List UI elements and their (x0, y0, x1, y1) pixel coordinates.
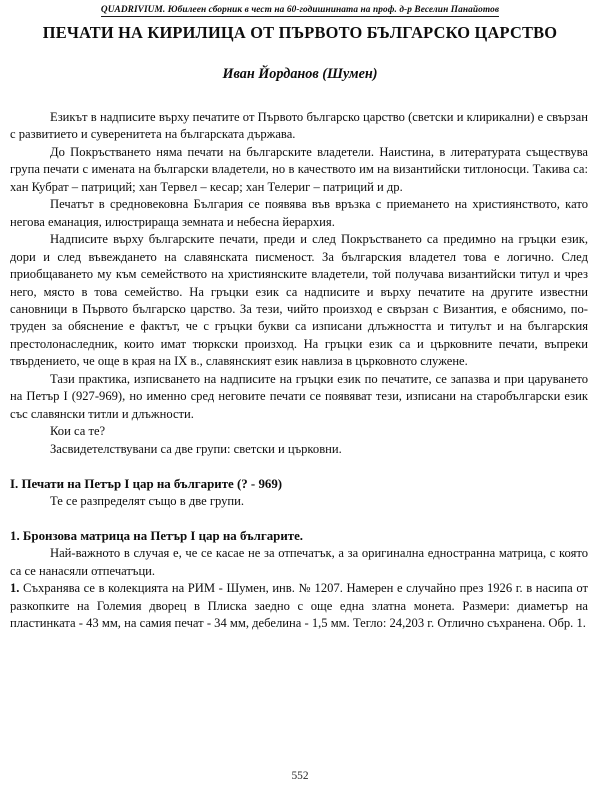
subsection-spacer (10, 510, 588, 527)
paragraph: Надписите върху българските печати, преди и след Покръстването са предимно на гръцки език, дори и след въвеждането на славянската писменост. За българския владетел това е логично. След приобщаването му към семейството на християнските владетели, той получава византийски титул и чрез него, място в това семейство. На гръцки език са надписите и върху печатите на другите известни сановници в Първото българско царство. За тези, чийто произход е свързан с Византия, е обяснимо, по-труден за обяснение е фактът, че с гръцки букви са изписани длъжността и титулът и на българския престолонаследник, които имат тюркски произход. На гръцки език са и църковните печати, въпреки твърдението, че още в края на IX в., славянският език навлиза в църковното служене. (10, 232, 588, 369)
running-header-text: QUADRIVIUM. Юбилеен сборник в чест на 60-годишнината на проф. д-р Веселин Панайотов (100, 5, 500, 15)
subsection-heading-one: 1. Бронзова матрица на Петър I цар на българите. (10, 528, 304, 543)
body-text (8, 109, 592, 633)
page-number: 552 (291, 770, 309, 782)
catalogue-entry-number: 1. (10, 581, 20, 596)
section-one-intro: Те се разпределят също в две групи. (50, 493, 245, 508)
paragraph: Тази практика, изписването на надписите на гръцки език по печатите, се запазва и при царуването на Петър I (927-969), но именно сред неговите печати се появяват тези, изписани на старобългарски език със славянски титли и длъжности. (10, 371, 588, 421)
paragraph: Кои са те? (50, 424, 106, 439)
page-title: ПЕЧАТИ НА КИРИЛИЦА ОТ ПЪРВОТО БЪЛГАРСКО ЦАРСТВО (42, 23, 558, 42)
catalogue-entry-text: Съхранява се в колекцията на РИМ - Шумен, инв. № 1207. Намерен е случайно през 1926 г. в насипа от разкопките на Големия дворец в Плиска заедно с още една златна монета. Размери: диаметър на пластинката - 43 мм, на самия печат - 34 мм, дебелина - 1,5 мм. Тегло: 24,203 г. Отлично съхранена. Обр. 1. (10, 581, 588, 631)
section-spacer (10, 458, 588, 475)
section-heading-one: I. Печати на Петър I цар на българите (? - 969) (10, 476, 283, 491)
subsection-one-intro: Най-важното в случая е, че се касае не за отпечатък, а за оригинална едностранна матрица, с която са се нанасяли отпечатъци. (10, 546, 588, 578)
paragraph: До Покръстването няма печати на българските владетели. Наистина, в литературата съществува група печати с имената на български владетели, но в качеството им на византийски титлоносци. Такива са: хан Кубрат – патриций; хан Тервел – кесар; хан Телериг – патриций и др. (10, 144, 588, 194)
paragraph: Езикът в надписите върху печатите от Първото българско царство (светски и клирикални) е свързан с развитието и суверенитета на българската държава. (10, 110, 588, 142)
author-byline: Иван Йорданов (Шумен) (222, 66, 378, 82)
running-header (8, 4, 592, 16)
catalogue-entry (10, 580, 588, 632)
paragraph: Печатът в средновековна България се появява във връзка с приемането на християнството, като негова еманация, илюстрираща земната и небесна йерархия. (10, 197, 588, 229)
paragraph: Засвидетелствувани са две групи: светски и църковни. (50, 441, 342, 456)
